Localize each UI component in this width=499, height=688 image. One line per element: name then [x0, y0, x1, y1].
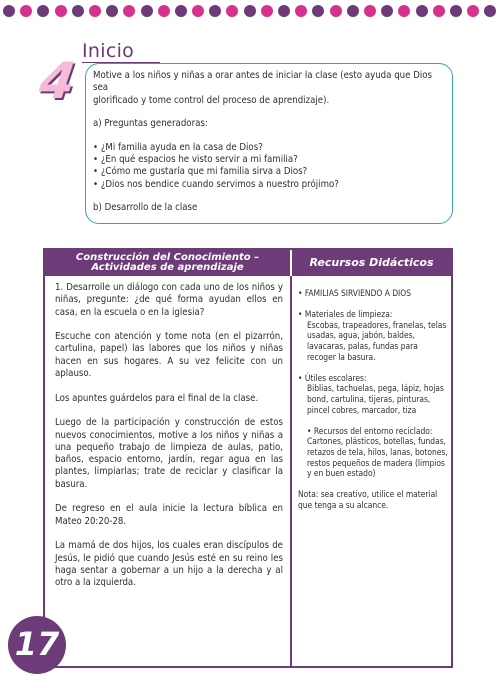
border-dot [106, 5, 118, 17]
border-dot [158, 5, 170, 17]
border-dot [416, 5, 428, 17]
table-header-resources: Recursos Didácticos [292, 250, 451, 276]
activity-paragraph: La mamá de dos hijos, los cuales eran discípulos de Jesús, le pidió que cuando Jesús esté en su reino les haga sentar a gobernar a un hijo a la derecha y al otro a la izquierda. [55, 540, 283, 589]
border-dot [37, 5, 49, 17]
border-dot [295, 5, 307, 17]
border-dot [226, 5, 238, 17]
resource-note: Nota: sea creativo, utilice el material que tenga a su alcance. [298, 489, 438, 510]
activity-paragraph: Luego de la participación y construcción de estos nuevos conocimientos, motive a los niños y niñas a una pequeño trabajo de limpieza de aulas, patio, baños, espacio entorno, jardín, regar agua en las plantes, limpiarlas; trate de reciclar y clasificar la basura. [55, 417, 283, 490]
intro-subheading-b: b) Desarrollo de la clase [93, 202, 198, 214]
border-dot [278, 5, 290, 17]
border-dot [244, 5, 256, 17]
border-dot [123, 5, 135, 17]
border-dot [209, 5, 221, 17]
activity-paragraph: Los apuntes guárdelos para el final de la clase. [55, 392, 259, 404]
intro-box [85, 63, 453, 224]
column-divider [290, 276, 292, 666]
border-dot [192, 5, 204, 17]
header-activities-line-1: Construcción del Conocimiento – [75, 252, 260, 263]
intro-subheading-a: a) Preguntas generadoras: [93, 118, 208, 130]
resource-body-cleaning: Escobas, trapeadores, franelas, telas usadas, agua, jabón, baldes, lavacaras, palas, fundas para recoger la basura. [307, 319, 447, 362]
border-dot [398, 5, 410, 17]
resource-title-cleaning: • Materiales de limpieza: [298, 309, 393, 320]
border-dot [55, 5, 67, 17]
border-dot [312, 5, 324, 17]
resource-title-recycled: • Recursos del entorno reciclado: [307, 425, 433, 436]
resource-item-families: • FAMILIAS SIRVIENDO A DIOS [298, 288, 411, 298]
border-dot [175, 5, 187, 17]
activity-paragraph: De regreso en el aula inicie la lectura bíblica en Mateo 20:20-28. [55, 503, 283, 527]
intro-line-2: glorificado y tome control del proceso de aprendizaje). [93, 94, 330, 106]
question-item: • ¿En qué espacios he visto servir a mi familia? [93, 154, 298, 166]
border-dot [467, 5, 479, 17]
border-dot [484, 5, 496, 17]
resources-column [298, 288, 448, 510]
activity-paragraph: Escuche con atención y tome nota (en el pizarrón, cartulina, papel) las labores que los niños y niñas hacen en sus hogares. A su vez felicite con un aplauso. [55, 331, 283, 380]
border-dot [433, 5, 445, 17]
activities-column [55, 282, 283, 602]
border-dot [20, 5, 32, 17]
question-item: • ¿Mi familia ayuda en la casa de Dios? [93, 141, 263, 153]
resource-title-school: • Útiles escolares: [298, 372, 367, 383]
border-dot [261, 5, 273, 17]
intro-line-1: Motive a los niños y niñas a orar antes de iniciar la clase (esto ayuda que Dios sea [93, 70, 433, 94]
question-list [93, 142, 444, 192]
border-dot [347, 5, 359, 17]
activity-paragraph: 1. Desarrolle un diálogo con cada uno de los niños y niñas, pregunte: ¿de qué forma ayudan ellos en casa, en la escuela o en la iglesia? [55, 282, 283, 318]
border-dot [141, 5, 153, 17]
step-number: 4 [35, 52, 79, 110]
border-dot [89, 5, 101, 17]
table-header-activities [45, 250, 290, 276]
page-number: 17 [14, 625, 60, 663]
border-dot [72, 5, 84, 17]
resource-body-school: Biblias, tachuelas, pega, lápiz, hojas bond, cartulina, tijeras, pinturas, pincel cobres, marcador, tiza [307, 383, 444, 415]
section-title: Inicio [82, 40, 135, 62]
top-dot-border [0, 5, 499, 19]
border-dot [330, 5, 342, 17]
border-dot [364, 5, 376, 17]
question-item: • ¿Cómo me gustaría que mi familia sirva a Dios? [93, 166, 308, 178]
border-dot [450, 5, 462, 17]
border-dot [381, 5, 393, 17]
header-activities-line-2: Actividades de aprendizaje [91, 262, 244, 273]
border-dot [3, 5, 15, 17]
resource-body-recycled: Cartones, plásticos, botellas, fundas, retazos de tela, hilos, lanas, botones, restos pequeños de madera (limpios y en buen estado) [307, 436, 448, 479]
question-item: • ¿Dios nos bendice cuando servimos a nuestro prójimo? [93, 178, 339, 190]
